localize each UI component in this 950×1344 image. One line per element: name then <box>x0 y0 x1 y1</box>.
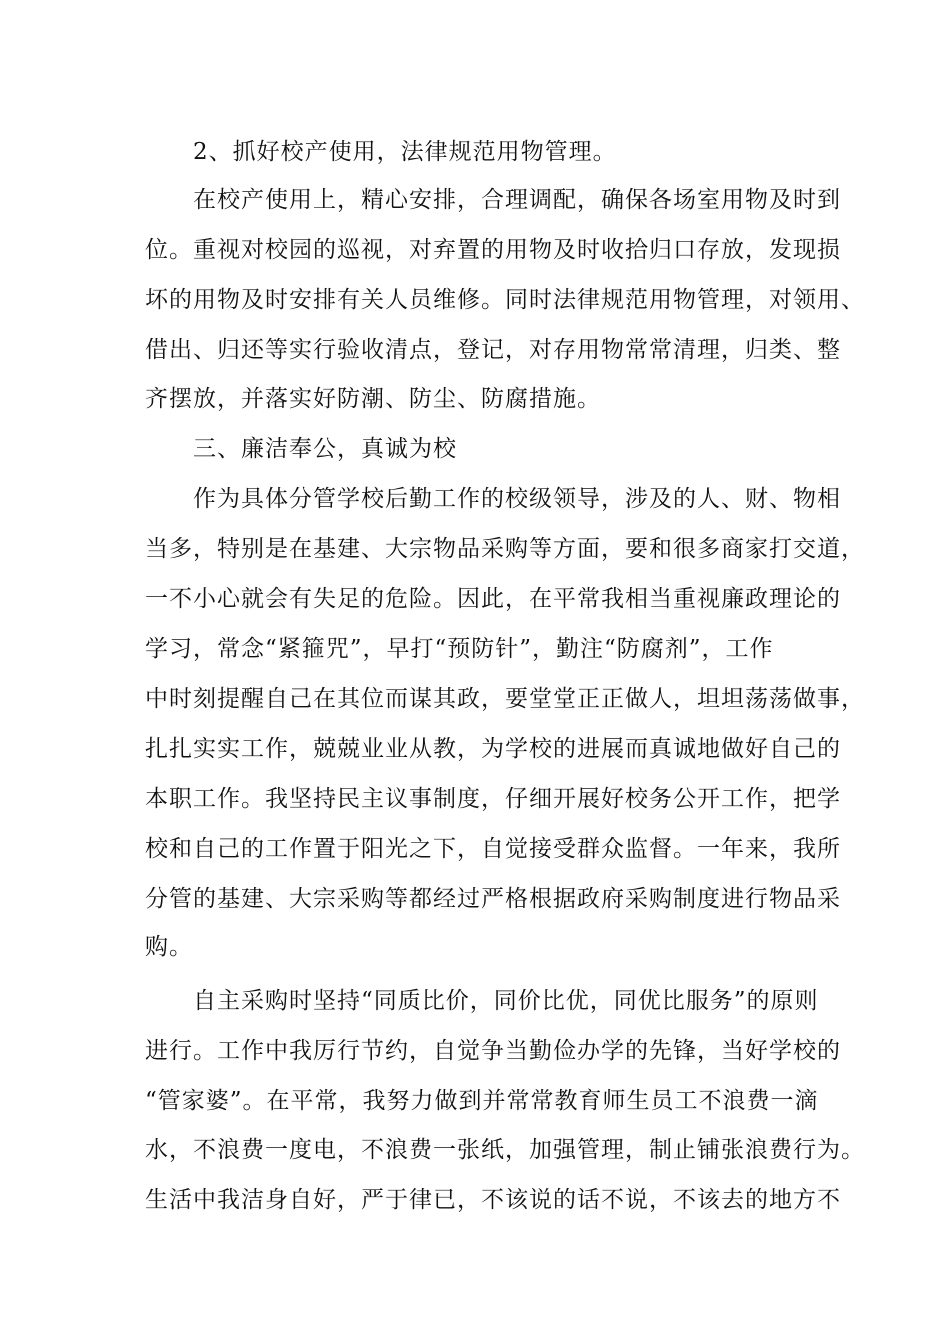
paragraph-line: 中时刻提醒自己在其位而谋其政，要堂堂正正做人，坦坦荡荡做事， <box>145 686 865 712</box>
paragraph-line: 坏的用物及时安排有关人员维修。同时法律规范用物管理，对领用、 <box>145 287 865 313</box>
paragraph-line: “管家婆”。在平常，我努力做到并常常教育师生员工不浪费一滴 <box>145 1088 819 1114</box>
paragraph-line: 扎扎实实工作，兢兢业业从教，为学校的进展而真诚地做好自己的 <box>145 736 841 762</box>
paragraph-line: 水，不浪费一度电，不浪费一张纸，加强管理，制止铺张浪费行为。 <box>145 1137 865 1163</box>
paragraph-line: 自主采购时坚持“同质比价，同价比优，同优比服务”的原则 <box>193 988 819 1014</box>
heading-section-3: 三、廉洁奉公，真诚为校 <box>193 436 457 462</box>
paragraph-line: 生活中我洁身自好，严于律已，不该说的话不说，不该去的地方不 <box>145 1187 841 1213</box>
paragraph-line: 借出、归还等实行验收清点，登记，对存用物常常清理，归类、整 <box>145 337 841 363</box>
paragraph-line: 一不小心就会有失足的危险。因此，在平常我相当重视廉政理论的 <box>145 586 841 612</box>
heading-subsection-2: 2、抓好校产使用，法律规范用物管理。 <box>193 139 617 165</box>
paragraph-line: 作为具体分管学校后勤工作的校级领导，涉及的人、财、物相 <box>193 486 841 512</box>
paragraph-line: 当多，特别是在基建、大宗物品采购等方面，要和很多商家打交道， <box>145 536 865 562</box>
paragraph-line: 位。重视对校园的巡视，对弃置的用物及时收拾归口存放，发现损 <box>145 237 841 263</box>
paragraph-line: 购。 <box>145 934 193 960</box>
paragraph-line: 齐摆放，并落实好防潮、防尘、防腐措施。 <box>145 386 601 412</box>
paragraph-line: 进行。工作中我厉行节约，自觉争当勤俭办学的先锋，当好学校的 <box>145 1038 841 1064</box>
paragraph-line: 校和自己的工作置于阳光之下，自觉接受群众监督。一年来，我所 <box>145 836 841 862</box>
paragraph-line: 在校产使用上，精心安排，合理调配，确保各场室用物及时到 <box>193 187 841 213</box>
paragraph-line: 本职工作。我坚持民主议事制度，仔细开展好校务公开工作，把学 <box>145 786 841 812</box>
paragraph-line: 学习，常念“紧箍咒”，早打“预防针”，勤注“防腐剂”，工作 <box>145 636 774 662</box>
paragraph-line: 分管的基建、大宗采购等都经过严格根据政府采购制度进行物品采 <box>145 886 841 912</box>
